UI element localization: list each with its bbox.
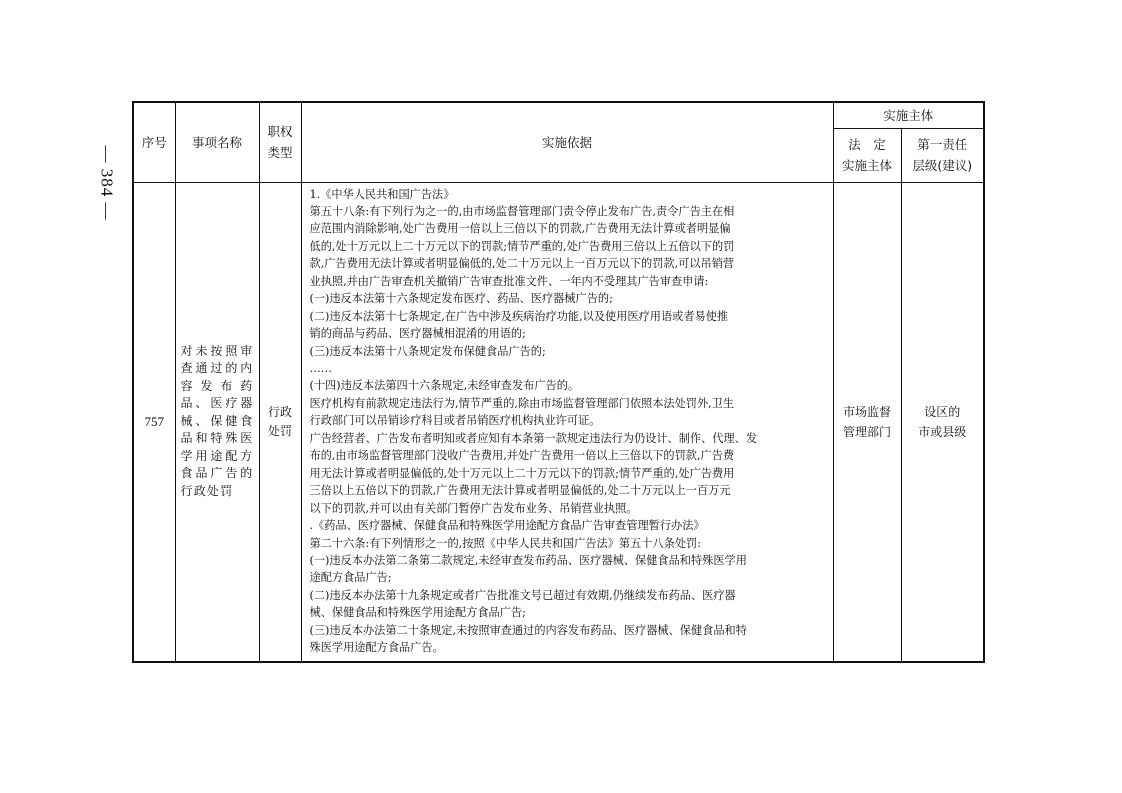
header-row-1 bbox=[133, 102, 984, 128]
basis-line: 款,广告费用无法计算或者明显偏低的,处二十万元以上一百万元以下的罚款,可以吊销营 bbox=[309, 257, 735, 271]
basis-line: (十四)违反本法第四十六条规定,未经审查发布广告的。 bbox=[309, 379, 580, 393]
basis-line: 医疗机构有前款规定违法行为,情节严重的,除由市场监督管理部门依照本法处罚外,卫生 bbox=[309, 396, 735, 410]
table-row bbox=[133, 182, 984, 662]
basis-line: 行政部门可以吊销诊疗科目或者吊销医疗机构执业许可证。 bbox=[309, 414, 601, 428]
basis-line: 用无法计算或者明显偏低的,处十万元以上二十万元以下的罚款;情节严重的,处广告费用 bbox=[309, 466, 735, 480]
header-first-level-line-2: 层级(建议) bbox=[912, 158, 973, 173]
row-authority-type bbox=[259, 182, 301, 662]
row-basis bbox=[301, 182, 833, 662]
row-first-level bbox=[901, 182, 984, 662]
header-authority-type bbox=[259, 102, 301, 182]
header-legal-subject-line-2: 实施主体 bbox=[841, 158, 892, 173]
basis-line: (二)违反本办法第十九条规定或者广告批准文号已超过有效期,仍继续发布药品、医疗器 bbox=[309, 588, 736, 602]
header-first-level-line-1: 第一责任 bbox=[917, 137, 968, 152]
header-first-level bbox=[901, 128, 984, 182]
header-basis: 实施依据 bbox=[301, 102, 833, 182]
basis-line: (一)违反本法第十六条规定发布医疗、药品、医疗器械广告的; bbox=[309, 292, 613, 306]
basis-line: …… bbox=[309, 362, 332, 376]
basis-line: (二)违反本法第十七条规定,在广告中涉及疾病治疗功能,以及使用医疗用语或者易使推 bbox=[309, 309, 729, 323]
basis-line: (三)违反本法第十八条规定发布保健食品广告的; bbox=[309, 344, 546, 358]
page-number bbox=[86, 145, 126, 221]
basis-line: .《药品、医疗器械、保健食品和特殊医学用途配方食品广告审查管理暂行办法》 bbox=[309, 519, 705, 533]
basis-line: (一)违反本办法第二条第二款规定,未经审查发布药品、医疗器械、保健食品和特殊医学用 bbox=[309, 554, 747, 568]
row-legal-subject bbox=[833, 182, 901, 662]
header-implementing-subject: 实施主体 bbox=[833, 102, 984, 128]
row-first-level-line-1: 设区的 bbox=[924, 404, 961, 419]
basis-line: 布的,由市场监督管理部门没收广告费用,并处广告费用一倍以上三倍以下的罚款,广告费 bbox=[309, 449, 735, 463]
header-authority-type-line-2: 类型 bbox=[267, 145, 293, 161]
basis-line: 1.《中华人民共和国广告法》 bbox=[309, 187, 455, 201]
basis-line: 途配方食品广告; bbox=[309, 571, 392, 585]
row-legal-subject-line-2: 管理部门 bbox=[842, 424, 891, 439]
header-legal-subject-line-1: 法 定 bbox=[848, 137, 886, 152]
row-first-level-line-2: 市或县级 bbox=[918, 424, 967, 439]
basis-line: 三倍以上五倍以下的罚款,广告费用无法计算或者明显偏低的,处二十万元以上一百万元 bbox=[309, 484, 731, 498]
header-seq: 序号 bbox=[133, 102, 175, 182]
basis-line: 低的,处十万元以上二十万元以下的罚款;情节严重的,处广告费用三倍以上五倍以下的罚 bbox=[309, 239, 735, 253]
basis-line: 械、保健食品和特殊医学用途配方食品广告; bbox=[309, 606, 526, 620]
basis-line: (三)违反本办法第二十条规定,未按照审查通过的内容发布药品、医疗器械、保健食品和特 bbox=[309, 623, 747, 637]
row-legal-subject-line-1: 市场监督 bbox=[842, 404, 891, 419]
enforcement-items-table bbox=[132, 101, 985, 663]
basis-line: 应范围内消除影响,处广告费用一倍以上三倍以下的罚款,广告费用无法计算或者明显偏 bbox=[309, 222, 731, 236]
basis-line: 殊医学用途配方食品广告。 bbox=[309, 641, 444, 655]
page-number-text: — 384 — bbox=[97, 145, 116, 221]
row-seq: 757 bbox=[133, 182, 175, 662]
basis-line: 销的商品与药品、医疗器械相混淆的用语的; bbox=[309, 327, 526, 341]
row-authority-type-line-2: 处罚 bbox=[267, 423, 292, 438]
row-item-name: 对未按照审查通过的内容发布药品、医疗器械、保健食品和特殊医学用途配方食品广告的行政处罚 bbox=[175, 182, 259, 662]
row-authority-type-line-1: 行政 bbox=[267, 404, 292, 419]
basis-line: 第二十六条:有下列情形之一的,按照《中华人民共和国广告法》第五十八条处罚: bbox=[309, 536, 701, 550]
basis-line: 第五十八条:有下列行为之一的,由市场监督管理部门责令停止发布广告,责令广告主在相 bbox=[309, 204, 735, 218]
basis-line: 广告经营者、广告发布者明知或者应知有本条第一款规定违法行为仍设计、制作、代理、发 bbox=[309, 431, 758, 445]
header-authority-type-line-1: 职权 bbox=[267, 124, 293, 140]
basis-line: 业执照,并由广告审查机关撤销广告审查批准文件、一年内不受理其广告审查申请: bbox=[309, 274, 709, 288]
header-legal-subject bbox=[833, 128, 901, 182]
header-item-name: 事项名称 bbox=[175, 102, 259, 182]
basis-line: 以下的罚款,并可以由有关部门暂停广告发布业务、吊销营业执照。 bbox=[309, 501, 638, 515]
